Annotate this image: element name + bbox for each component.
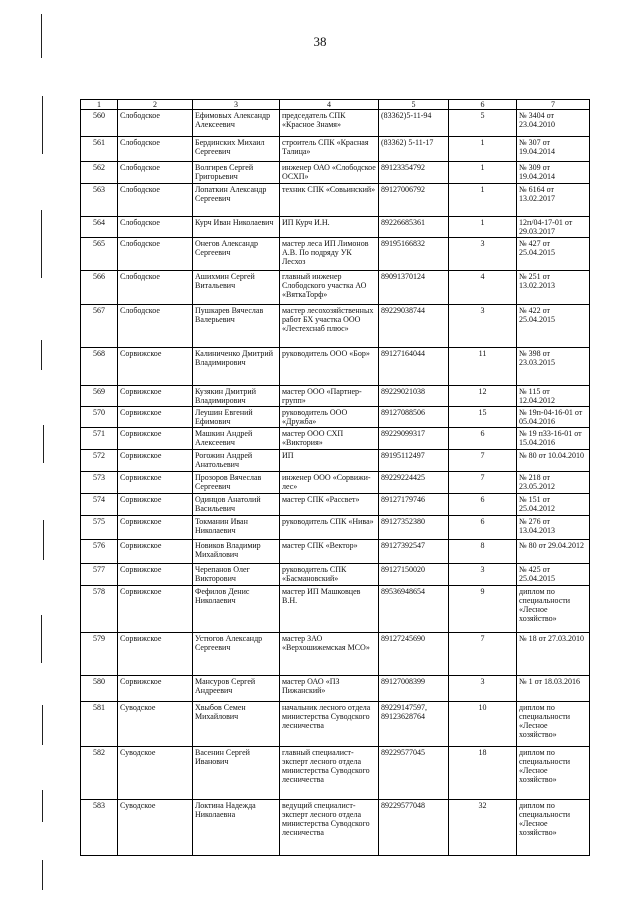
cell-name: Пушкарев Вячеслав Валерьевич	[193, 305, 280, 348]
cell-exp: 10	[449, 702, 517, 747]
cell-name: Прозоров Вячеслав Сергеевич	[193, 472, 280, 494]
cell-doc: диплом по специальности «Лесное хозяйство»	[517, 702, 590, 747]
cell-name: Черепанов Олег Викторович	[193, 564, 280, 586]
cell-doc: № 115 от 12.04.2012	[517, 386, 590, 407]
cell-doc: № 18 от 27.03.2010	[517, 633, 590, 676]
cell-position: техник СПК «Совьинский»	[280, 184, 379, 217]
cell-exp: 7	[449, 472, 517, 494]
cell-doc: № 425 от 25.04.2015	[517, 564, 590, 586]
cell-n: 560	[81, 110, 118, 137]
cell-name: Мансуров Сергей Андреевич	[193, 676, 280, 702]
cell-n: 568	[81, 348, 118, 386]
cell-n: 561	[81, 137, 118, 162]
cell-n: 577	[81, 564, 118, 586]
cell-exp: 8	[449, 540, 517, 564]
cell-district: Сорвижское	[118, 540, 193, 564]
cell-position: инженер ООО «Сорвижи-лес»	[280, 472, 379, 494]
cell-exp: 6	[449, 494, 517, 516]
cell-exp: 6	[449, 516, 517, 540]
cell-doc: № 80 от 10.04.2010	[517, 450, 590, 472]
cell-doc: диплом по специальности «Лесное хозяйство»	[517, 747, 590, 800]
cell-phone: 89229577045	[379, 747, 449, 800]
cell-district: Суводское	[118, 747, 193, 800]
cell-district: Слободское	[118, 184, 193, 217]
cell-doc: 12п/04-17-01 от 29.03.2017	[517, 217, 590, 238]
cell-doc: № 427 от 25.04.2015	[517, 238, 590, 271]
table-row	[81, 800, 590, 856]
cell-position: инженер ОАО «Слободское ОСХП»	[280, 162, 379, 184]
cell-n: 562	[81, 162, 118, 184]
cell-n: 575	[81, 516, 118, 540]
column-header: 1	[81, 100, 118, 110]
cell-name: Новиков Владимир Михайлович	[193, 540, 280, 564]
table-row	[81, 702, 590, 747]
table-row	[81, 564, 590, 586]
cell-doc: № 218 от 23.05.2012	[517, 472, 590, 494]
cell-name: Леушин Евгений Ефимович	[193, 407, 280, 428]
cell-phone: 89229099317	[379, 428, 449, 450]
cell-district: Сорвижское	[118, 428, 193, 450]
binding-mark	[42, 705, 43, 745]
binding-mark	[42, 860, 43, 890]
table-row	[81, 110, 590, 137]
cell-phone: 89127150020	[379, 564, 449, 586]
cell-district: Сорвижское	[118, 516, 193, 540]
cell-position: ИП Курч И.Н.	[280, 217, 379, 238]
cell-phone: 89229038744	[379, 305, 449, 348]
cell-exp: 1	[449, 217, 517, 238]
table-row	[81, 676, 590, 702]
cell-name: Токманин Иван Николаевич	[193, 516, 280, 540]
cell-district: Сорвижское	[118, 450, 193, 472]
cell-exp: 6	[449, 428, 517, 450]
cell-n: 581	[81, 702, 118, 747]
cell-doc: № 251 от 13.02.2013	[517, 271, 590, 305]
cell-name: Рогожин Андрей Анатольевич	[193, 450, 280, 472]
cell-phone: 89091370124	[379, 271, 449, 305]
cell-district: Слободское	[118, 217, 193, 238]
cell-n: 578	[81, 586, 118, 633]
cell-position: мастер лесохозяйственных работ БХ участка ООО «Лестехснаб плюс»	[280, 305, 379, 348]
cell-n: 574	[81, 494, 118, 516]
cell-exp: 18	[449, 747, 517, 800]
cell-district: Сорвижское	[118, 472, 193, 494]
cell-exp: 7	[449, 450, 517, 472]
cell-n: 566	[81, 271, 118, 305]
cell-district: Сорвижское	[118, 564, 193, 586]
cell-position: ИП	[280, 450, 379, 472]
cell-position: мастер СПК «Рассвет»	[280, 494, 379, 516]
cell-district: Слободское	[118, 162, 193, 184]
cell-position: мастер СПК «Вектор»	[280, 540, 379, 564]
cell-position: мастер ИП Машковцев В.Н.	[280, 586, 379, 633]
cell-name: Хвыбов Семен Михайлович	[193, 702, 280, 747]
cell-district: Суводское	[118, 702, 193, 747]
cell-position: председатель СПК «Красное Знамя»	[280, 110, 379, 137]
cell-name: Одинцов Анатолий Васильевич	[193, 494, 280, 516]
cell-phone: 89229021038	[379, 386, 449, 407]
cell-position: строитель СПК «Красная Талица»	[280, 137, 379, 162]
cell-district: Сорвижское	[118, 348, 193, 386]
cell-district: Слободское	[118, 238, 193, 271]
cell-n: 564	[81, 217, 118, 238]
cell-position: мастер ООО «Партнер-групп»	[280, 386, 379, 407]
cell-district: Сорвижское	[118, 586, 193, 633]
cell-position: главный инженер Слободского участка АО «ВяткаТорф»	[280, 271, 379, 305]
cell-exp: 11	[449, 348, 517, 386]
cell-phone: 89195166832	[379, 238, 449, 271]
cell-position: руководитель ООО «Дружба»	[280, 407, 379, 428]
cell-doc: № 80 от 29.04.2012	[517, 540, 590, 564]
cell-n: 573	[81, 472, 118, 494]
cell-n: 569	[81, 386, 118, 407]
cell-exp: 3	[449, 676, 517, 702]
cell-name: Лопаткин Александр Сергеевич	[193, 184, 280, 217]
table-row	[81, 450, 590, 472]
cell-exp: 1	[449, 184, 517, 217]
binding-mark	[42, 790, 43, 822]
cell-doc: № 151 от 25.04.2012	[517, 494, 590, 516]
cell-n: 576	[81, 540, 118, 564]
table-row	[81, 747, 590, 800]
cell-exp: 1	[449, 162, 517, 184]
cell-doc: диплом по специальности «Лесное хозяйство»	[517, 800, 590, 856]
cell-phone: 89123354792	[379, 162, 449, 184]
cell-doc: № 6164 от 13.02.2017	[517, 184, 590, 217]
cell-doc: диплом по специальности «Лесное хозяйство»	[517, 586, 590, 633]
cell-n: 565	[81, 238, 118, 271]
cell-phone: (83362) 5-11-17	[379, 137, 449, 162]
cell-phone: 89127245690	[379, 633, 449, 676]
cell-exp: 1	[449, 137, 517, 162]
column-header: 2	[118, 100, 193, 110]
cell-doc: № 1 от 18.03.2016	[517, 676, 590, 702]
cell-name: Кузякин Дмитрий Владимирович	[193, 386, 280, 407]
binding-mark	[43, 425, 44, 463]
cell-district: Сорвижское	[118, 386, 193, 407]
cell-name: Ефимовых Александр Алексеевич	[193, 110, 280, 137]
cell-name: Калиниченко Дмитрий Владимирович	[193, 348, 280, 386]
binding-mark	[41, 14, 42, 58]
table-row	[81, 348, 590, 386]
table-row	[81, 137, 590, 162]
cell-phone: 89127164044	[379, 348, 449, 386]
column-header: 5	[379, 100, 449, 110]
cell-district: Сорвижское	[118, 633, 193, 676]
cell-phone: 89127006792	[379, 184, 449, 217]
cell-name: Локтина Надежда Николаевна	[193, 800, 280, 856]
table-row	[81, 271, 590, 305]
cell-exp: 32	[449, 800, 517, 856]
table-body	[81, 110, 590, 856]
cell-name: Курч Иван Николаевич	[193, 217, 280, 238]
cell-phone: 89229577048	[379, 800, 449, 856]
cell-doc: № 276 от 13.04.2013	[517, 516, 590, 540]
cell-phone: 89127179746	[379, 494, 449, 516]
cell-name: Волгирев Сергей Григорьевич	[193, 162, 280, 184]
table-row	[81, 238, 590, 271]
cell-exp: 7	[449, 633, 517, 676]
cell-phone: (83362)5-11-94	[379, 110, 449, 137]
table-row	[81, 540, 590, 564]
cell-name: Фефилов Денис Николаевич	[193, 586, 280, 633]
cell-district: Сорвижское	[118, 407, 193, 428]
cell-doc: № 309 от 19.04.2014	[517, 162, 590, 184]
cell-exp: 5	[449, 110, 517, 137]
table-row	[81, 633, 590, 676]
binding-mark	[43, 520, 44, 560]
column-header: 7	[517, 100, 590, 110]
column-header: 3	[193, 100, 280, 110]
cell-doc: № 422 от 25.04.2015	[517, 305, 590, 348]
cell-position: ведущий специалист-эксперт лесного отдела министерства Суводского лесничества	[280, 800, 379, 856]
cell-n: 570	[81, 407, 118, 428]
cell-district: Сорвижское	[118, 494, 193, 516]
cell-phone: 89229147597, 89123628764	[379, 702, 449, 747]
cell-phone: 89226685361	[379, 217, 449, 238]
table-row	[81, 162, 590, 184]
page-number: 38	[313, 34, 327, 49]
cell-n: 579	[81, 633, 118, 676]
cell-name: Васенин Сергей Иванович	[193, 747, 280, 800]
cell-exp: 15	[449, 407, 517, 428]
table-row	[81, 428, 590, 450]
cell-n: 571	[81, 428, 118, 450]
table-row	[81, 472, 590, 494]
cell-name: Устюгов Александр Сергеевич	[193, 633, 280, 676]
cell-exp: 3	[449, 238, 517, 271]
cell-phone: 89127352380	[379, 516, 449, 540]
table-row	[81, 516, 590, 540]
cell-doc: № 19п-04-16-01 от 05.04.2016	[517, 407, 590, 428]
binding-mark	[41, 340, 42, 370]
table-row	[81, 184, 590, 217]
cell-exp: 9	[449, 586, 517, 633]
cell-district: Слободское	[118, 110, 193, 137]
table-row	[81, 586, 590, 633]
cell-phone: 89195112497	[379, 450, 449, 472]
table-row	[81, 386, 590, 407]
cell-n: 583	[81, 800, 118, 856]
cell-position: мастер ЗАО «Верхошижемская МСО»	[280, 633, 379, 676]
column-header: 4	[280, 100, 379, 110]
binding-mark	[42, 96, 43, 154]
cell-name: Машкин Андрей Алексеевич	[193, 428, 280, 450]
cell-district: Суводское	[118, 800, 193, 856]
cell-n: 572	[81, 450, 118, 472]
table-row	[81, 305, 590, 348]
cell-doc: № 398 от 23.03.2015	[517, 348, 590, 386]
cell-doc: № 3404 от 23.04.2010	[517, 110, 590, 137]
header-row	[81, 100, 590, 110]
cell-phone: 89127088506	[379, 407, 449, 428]
cell-n: 580	[81, 676, 118, 702]
cell-n: 582	[81, 747, 118, 800]
binding-mark	[41, 615, 42, 663]
cell-n: 567	[81, 305, 118, 348]
cell-position: мастер леса ИП Лимонов А.В. По подряду УК Лесхоз	[280, 238, 379, 271]
cell-name: Ашихмин Сергей Витальевич	[193, 271, 280, 305]
cell-phone: 89127008399	[379, 676, 449, 702]
cell-phone: 89536948654	[379, 586, 449, 633]
cell-district: Слободское	[118, 271, 193, 305]
cell-exp: 3	[449, 564, 517, 586]
table-row	[81, 217, 590, 238]
cell-name: Онегов Александр Сергеевич	[193, 238, 280, 271]
cell-doc: № 19 п33-16-01 от 15.04.2016	[517, 428, 590, 450]
cell-exp: 3	[449, 305, 517, 348]
cell-position: руководитель СПК «Басмановский»	[280, 564, 379, 586]
cell-position: главный специалист-эксперт лесного отдела министерства Суводского лесничества	[280, 747, 379, 800]
cell-position: руководитель ООО «Бор»	[280, 348, 379, 386]
cell-n: 563	[81, 184, 118, 217]
cell-exp: 4	[449, 271, 517, 305]
column-header: 6	[449, 100, 517, 110]
cell-exp: 12	[449, 386, 517, 407]
table-row	[81, 407, 590, 428]
cell-district: Сорвижское	[118, 676, 193, 702]
cell-phone: 89127392547	[379, 540, 449, 564]
table-row	[81, 494, 590, 516]
cell-position: мастер ООО СХП «Виктория»	[280, 428, 379, 450]
cell-position: мастер ОАО «ПЗ Пижанский»	[280, 676, 379, 702]
binding-mark	[41, 210, 42, 278]
cell-doc: № 307 от 19.04.2014	[517, 137, 590, 162]
data-table	[80, 99, 590, 856]
cell-name: Бердинских Михаил Сергеевич	[193, 137, 280, 162]
cell-district: Слободское	[118, 305, 193, 348]
cell-position: руководитель СПК «Нива»	[280, 516, 379, 540]
cell-phone: 89229224425	[379, 472, 449, 494]
cell-position: начальник лесного отдела министерства Суводского лесничества	[280, 702, 379, 747]
cell-district: Слободское	[118, 137, 193, 162]
